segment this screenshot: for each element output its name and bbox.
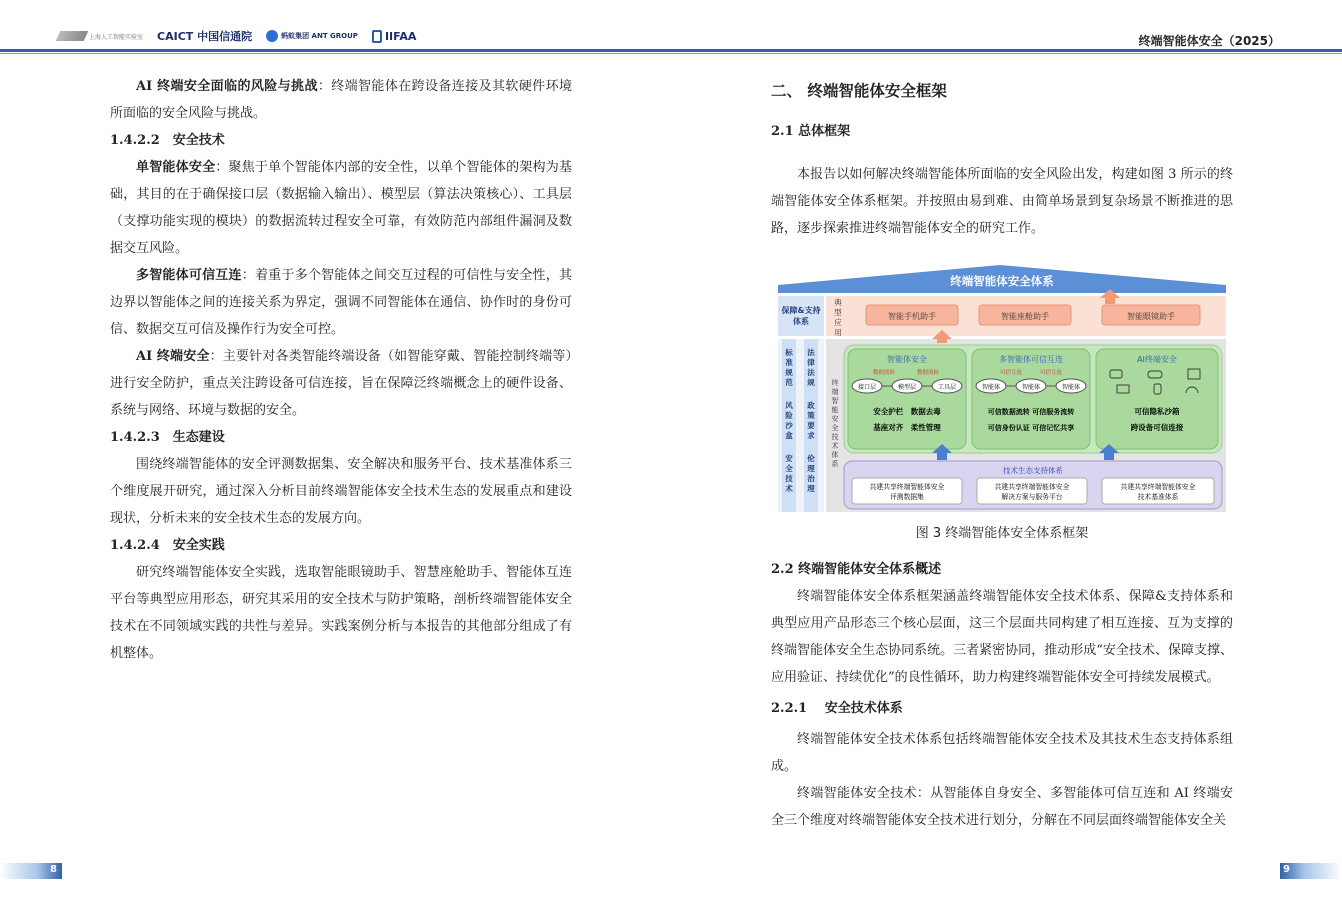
svg-text:体: 体	[831, 451, 839, 459]
figure-caption: 图 3 终端智能体安全体系框架	[915, 526, 1089, 541]
header-rule-thin	[0, 53, 1342, 54]
svg-text:求: 求	[807, 431, 815, 440]
svg-text:规: 规	[785, 368, 793, 377]
paragraph: 终端智能体安全体系框架涵盖终端智能体安全技术体系、保障&支持体系和典型应用产品形态三个核心层面，这三个层面共同构建了相互连接、互为支撑的终端智能体安全生态协同系统。三者紧密协同，推动形成“安全技术、保障支撑、应用验证、持续优化”的良性循环，助力构建终端智能体安全可持续发展模式。	[771, 589, 1233, 685]
node-label: 智能体	[1061, 384, 1081, 391]
multi-flow-label: 可信互连	[1039, 370, 1063, 376]
node-label: 智能体	[1021, 384, 1041, 391]
svg-text:全: 全	[785, 464, 793, 473]
app-label-char: 型	[834, 308, 842, 317]
node-label: 智能体	[981, 384, 1001, 391]
app-label-char: 应	[834, 318, 842, 327]
single-item: 基座对齐 柔性管理	[873, 423, 941, 432]
single-flow-label: 数据流转	[916, 370, 940, 376]
section-heading-1423: 1.4.2.3 生态建设	[110, 430, 225, 445]
eco-item-line: 共建共享终端智能体安全	[869, 483, 945, 491]
svg-text:终: 终	[831, 379, 839, 387]
paragraph: 围绕终端智能体的安全评测数据集、安全解决和服务平台、技术基准体系三个维度展开研究，通过深入分析目前终端智能体安全技术生态的发展重点和建设现状，分析未来的安全技术生态的发展方向。	[110, 457, 572, 526]
paragraph: 终端智能体安全技术：从智能体自身安全、多智能体可信互连和 AI 终端安全三个维度对终端智能体安全技术进行划分，分解在不同层面终端智能体安全关	[771, 786, 1233, 828]
svg-text:策: 策	[807, 411, 815, 420]
ai-terminal-item: 可信隐私沙箱	[1134, 407, 1180, 416]
svg-text:技: 技	[831, 433, 839, 441]
paragraph: 单智能体安全：聚焦于单个智能体内部的安全性，以单个智能体的架构为基础，其目的在于确保接口层（数据输入输出）、模型层（算法决策核心）、工具层（支撑功能实现的模块）的数据流转过程安全可靠，有效防范内部组件漏洞及数据交互风险。	[110, 160, 572, 256]
app-glasses-label: 智能眼镜助手	[1127, 312, 1175, 321]
single-item: 安全护栏 数据去毒	[873, 407, 941, 416]
svg-text:理: 理	[807, 464, 815, 473]
svg-text:伦: 伦	[807, 454, 815, 463]
shlab-logo: 上海人工智能实验室	[58, 31, 143, 41]
caict-logo: CAICT 中国信通院	[157, 30, 253, 43]
ai-terminal-box	[1096, 349, 1218, 449]
page-number-left: 8	[50, 864, 57, 875]
eco-item-line: 共建共享终端智能体安全	[1120, 483, 1196, 491]
eco-item-line: 共建共享终端智能体安全	[994, 483, 1070, 491]
chapter-heading: 二、 终端智能体安全框架	[771, 82, 947, 100]
svg-text:规: 规	[807, 378, 815, 387]
section-heading-22: 2.2 终端智能体安全体系概述	[771, 562, 942, 577]
left-page-column	[110, 73, 572, 667]
page-number-right: 9	[1283, 864, 1290, 875]
paragraph: AI 终端安全：主要针对各类智能终端设备（如智能穿戴、智能控制终端等）进行安全防护，重点关注跨设备可信连接，旨在保障泛终端概念上的硬件设备、系统与网络、环境与数据的安全。	[110, 349, 572, 418]
node-label: 接口层	[857, 384, 877, 391]
antgroup-logo: 蚂蚁集团 ANT GROUP	[266, 30, 358, 42]
svg-text:法: 法	[807, 368, 815, 377]
svg-text:理: 理	[807, 484, 815, 493]
svg-text:盒: 盒	[785, 431, 793, 440]
app-cockpit-label: 智能座舱助手	[1001, 312, 1049, 321]
section-heading-1424: 1.4.2.4 安全实践	[110, 538, 225, 553]
svg-text:术: 术	[831, 442, 839, 450]
svg-text:端: 端	[831, 388, 839, 396]
paragraph: 本报告以如何解决终端智能体所面临的安全风险出发，构建如图 3 所示的终端智能体安全体系框架。并按照由易到难、由简单场景到复杂场景不断推进的思路，逐步探索推进终端智能体安全的研究工作。	[771, 167, 1233, 236]
single-agent-box	[848, 349, 966, 449]
support-label-line2: 体系	[793, 317, 809, 326]
svg-text:政: 政	[807, 401, 815, 410]
app-label-char: 用	[834, 328, 842, 337]
svg-text:范: 范	[785, 378, 793, 387]
svg-text:术: 术	[785, 484, 793, 493]
eco-item-line: 评测数据集	[890, 493, 924, 501]
ai-terminal-title: AI终端安全	[1137, 355, 1177, 364]
multi-item: 可信身份认证 可信记忆共享	[987, 424, 1075, 432]
section-heading-21: 2.1 总体框架	[771, 124, 851, 139]
roof-title: 终端智能体安全体系	[950, 274, 1054, 288]
support-label-line1: 保障&支持	[781, 306, 821, 315]
svg-text:全: 全	[831, 424, 839, 432]
paragraph: 研究终端智能体安全实践，选取智能眼镜助手、智慧座舱助手、智能体互连平台等典型应用形态，研究其采用的安全技术与防护策略，剖析终端智能体安全技术在不同领域实践的共性与差异。实践案例分析与本报告的其他部分组成了有机整体。	[110, 565, 572, 661]
header-rule	[0, 49, 1342, 52]
iifaa-logo: IIFAA	[372, 30, 416, 43]
eco-item-line: 解决方案与服务平台	[1001, 493, 1063, 501]
multi-flow-label: 可信互连	[999, 370, 1023, 376]
svg-text:要: 要	[807, 421, 815, 430]
svg-text:安: 安	[831, 415, 839, 423]
svg-text:技: 技	[785, 474, 793, 483]
section-heading-1422: 1.4.2.2 安全技术	[110, 133, 225, 148]
svg-text:标: 标	[785, 348, 793, 357]
paragraph: 多智能体可信互连：着重于多个智能体之间交互过程的可信性与安全性，其边界以智能体之间的连接关系为界定，强调不同智能体在通信、协作时的身份可信、数据交互可信及操作行为安全可控。	[110, 268, 572, 337]
framework-figure	[774, 263, 1228, 515]
app-phone-label: 智能手机助手	[888, 312, 936, 321]
support-label-box	[778, 296, 824, 336]
svg-text:治: 治	[807, 474, 815, 483]
svg-text:安: 安	[785, 454, 793, 463]
single-flow-label: 数据流转	[872, 370, 896, 376]
svg-text:法: 法	[807, 348, 815, 357]
svg-text:能: 能	[831, 406, 839, 414]
node-label: 模型层	[897, 384, 917, 391]
svg-text:律: 律	[807, 358, 815, 367]
document-title: 终端智能体安全（2025）	[1138, 34, 1280, 48]
right-page-column	[771, 73, 1233, 834]
svg-text:系: 系	[831, 460, 839, 468]
svg-text:沙: 沙	[785, 421, 793, 430]
multi-agent-title: 多智能体可信互连	[999, 355, 1063, 364]
ai-terminal-item: 跨设备可信连接	[1130, 423, 1184, 432]
multi-agent-box	[972, 349, 1090, 449]
node-label: 工具层	[937, 384, 957, 391]
paragraph: 终端智能体安全技术体系包括终端智能体安全技术及其技术生态支持体系组成。	[771, 732, 1233, 774]
page-header	[0, 0, 1342, 56]
section-heading-221: 2.2.1 安全技术体系	[771, 701, 903, 716]
eco-item-line: 技术基准体系	[1137, 493, 1179, 501]
app-label-char: 典	[834, 298, 842, 307]
paragraph: AI 终端安全面临的风险与挑战：终端智能体在跨设备连接及其软硬件环境所面临的安全风险与挑战。	[110, 79, 572, 121]
svg-text:险: 险	[785, 411, 793, 420]
framework-diagram	[774, 263, 1228, 515]
svg-text:风: 风	[785, 401, 793, 410]
svg-text:准: 准	[785, 358, 793, 367]
multi-item: 可信数据流转 可信服务流转	[987, 408, 1075, 416]
logo-bar	[58, 28, 416, 44]
ecosystem-title: 技术生态支持体系	[1003, 466, 1063, 475]
single-agent-title: 智能体安全	[887, 355, 927, 364]
svg-text:智: 智	[831, 397, 839, 405]
